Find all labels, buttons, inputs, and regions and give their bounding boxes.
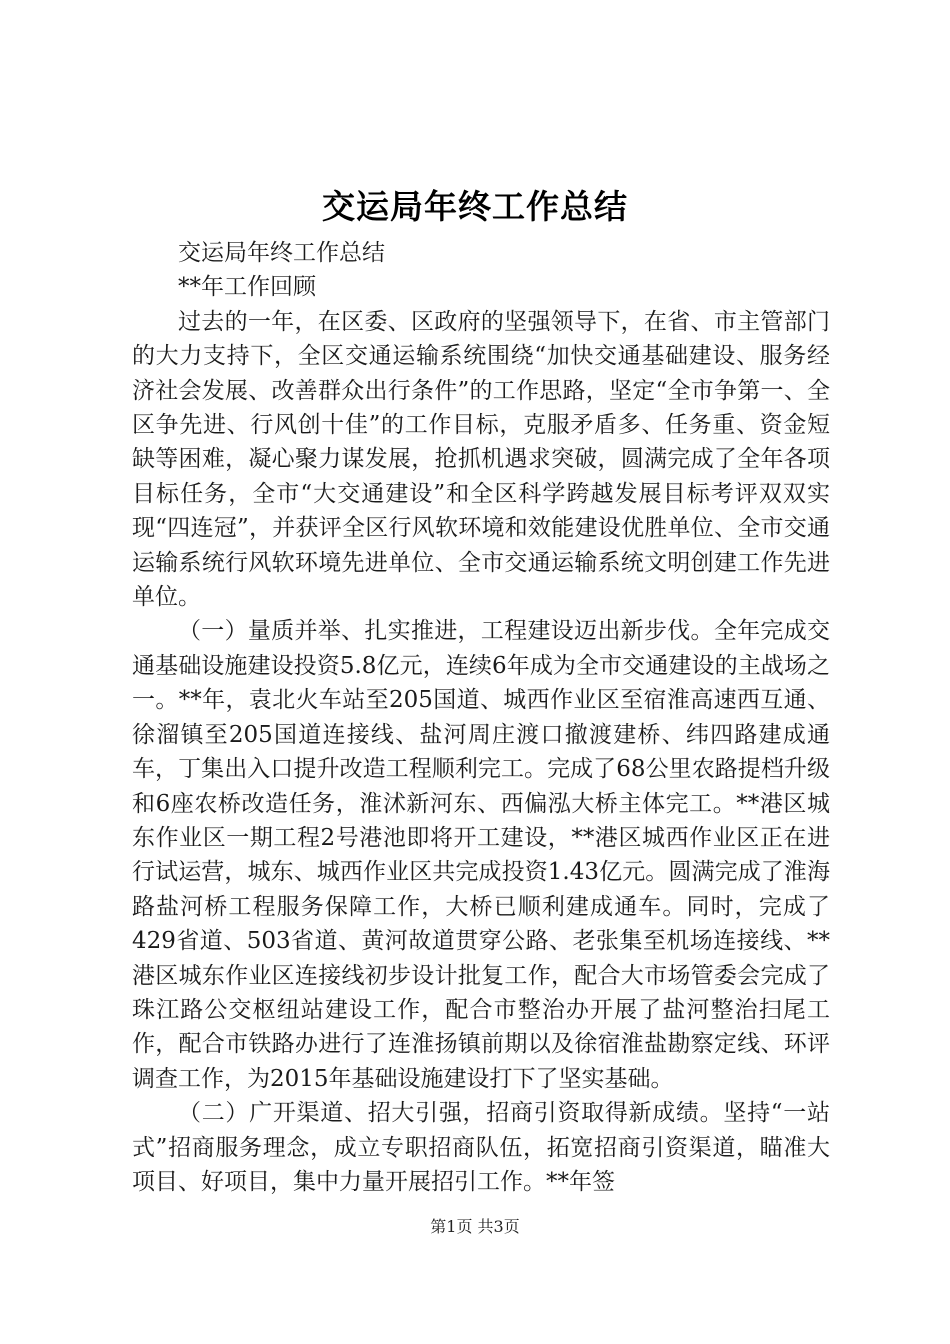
page-number: 第1页 共3页 (430, 1217, 520, 1236)
paragraph-section-2: （二）广开渠道、招大引强，招商引资取得新成绩。坚持“一站式”招商服务理念，成立专职招商队伍，拓宽招商引资渠道，瞄准大项目、好项目，集中力量开展招引工作。**年签 (132, 1100, 830, 1195)
paragraph-section-1: （一）量质并举、扎实推进，工程建设迈出新步伐。全年完成交通基础设施建设投资5.8亿元，连续6年成为全市交通建设的主战场之一。**年，袁北火车站至205国道、城西作业区至宿淮高速西互通、徐溜镇至205国道连接线、盐河周庄渡口撤渡建桥、纬四路建成通车，丁集出入口提升改造工程顺利完工。完成了68公里农路提档升级和6座农桥改造任务，淮沭新河东、西偏泓大桥主体完工。**港区城东作业区一期工程2号港池即将开工建设，**港区城西作业区正在进行试运营，城东、城西作业区共完成投资1.43亿元。圆满完成了淮海路盐河桥工程服务保障工作，大桥已顺利建成通车。同时，完成了429省道、503省道、黄河故道贯穿公路、老张集至机场连接线、**港区城东作业区连接线初步设计批复工作，配合大市场管委会完成了珠江路公交枢纽站建设工作，配合市整治办开展了盐河整治扫尾工作，配合市铁路办进行了连淮扬镇前期以及徐宿淮盐勘察定线、环评调查工作，为2015年基础设施建设打下了坚实基础。 (132, 618, 830, 1092)
subtitle-line: 交运局年终工作总结 (178, 240, 385, 266)
document-body (132, 236, 830, 1199)
paragraph-review: 过去的一年，在区委、区政府的坚强领导下，在省、市主管部门的大力支持下，全区交通运输系统围绕“加快交通基础建设、服务经济社会发展、改善群众出行条件”的工作思路，坚定“全市争第一、全区争先进、行风创十佳”的工作目标，克服矛盾多、任务重、资金短缺等困难，凝心聚力谋发展，抢抓机遇求突破，圆满完成了全年各项目标任务，全市“大交通建设”和全区科学跨越发展目标考评双双实现“四连冠”，并获评全区行风软环境和效能建设优胜单位、全市交通运输系统行风软环境先进单位、全市交通运输系统文明创建工作先进单位。 (132, 308, 830, 611)
section-heading: **年工作回顾 (178, 274, 316, 301)
document-title: 交运局年终工作总结 (322, 187, 628, 226)
